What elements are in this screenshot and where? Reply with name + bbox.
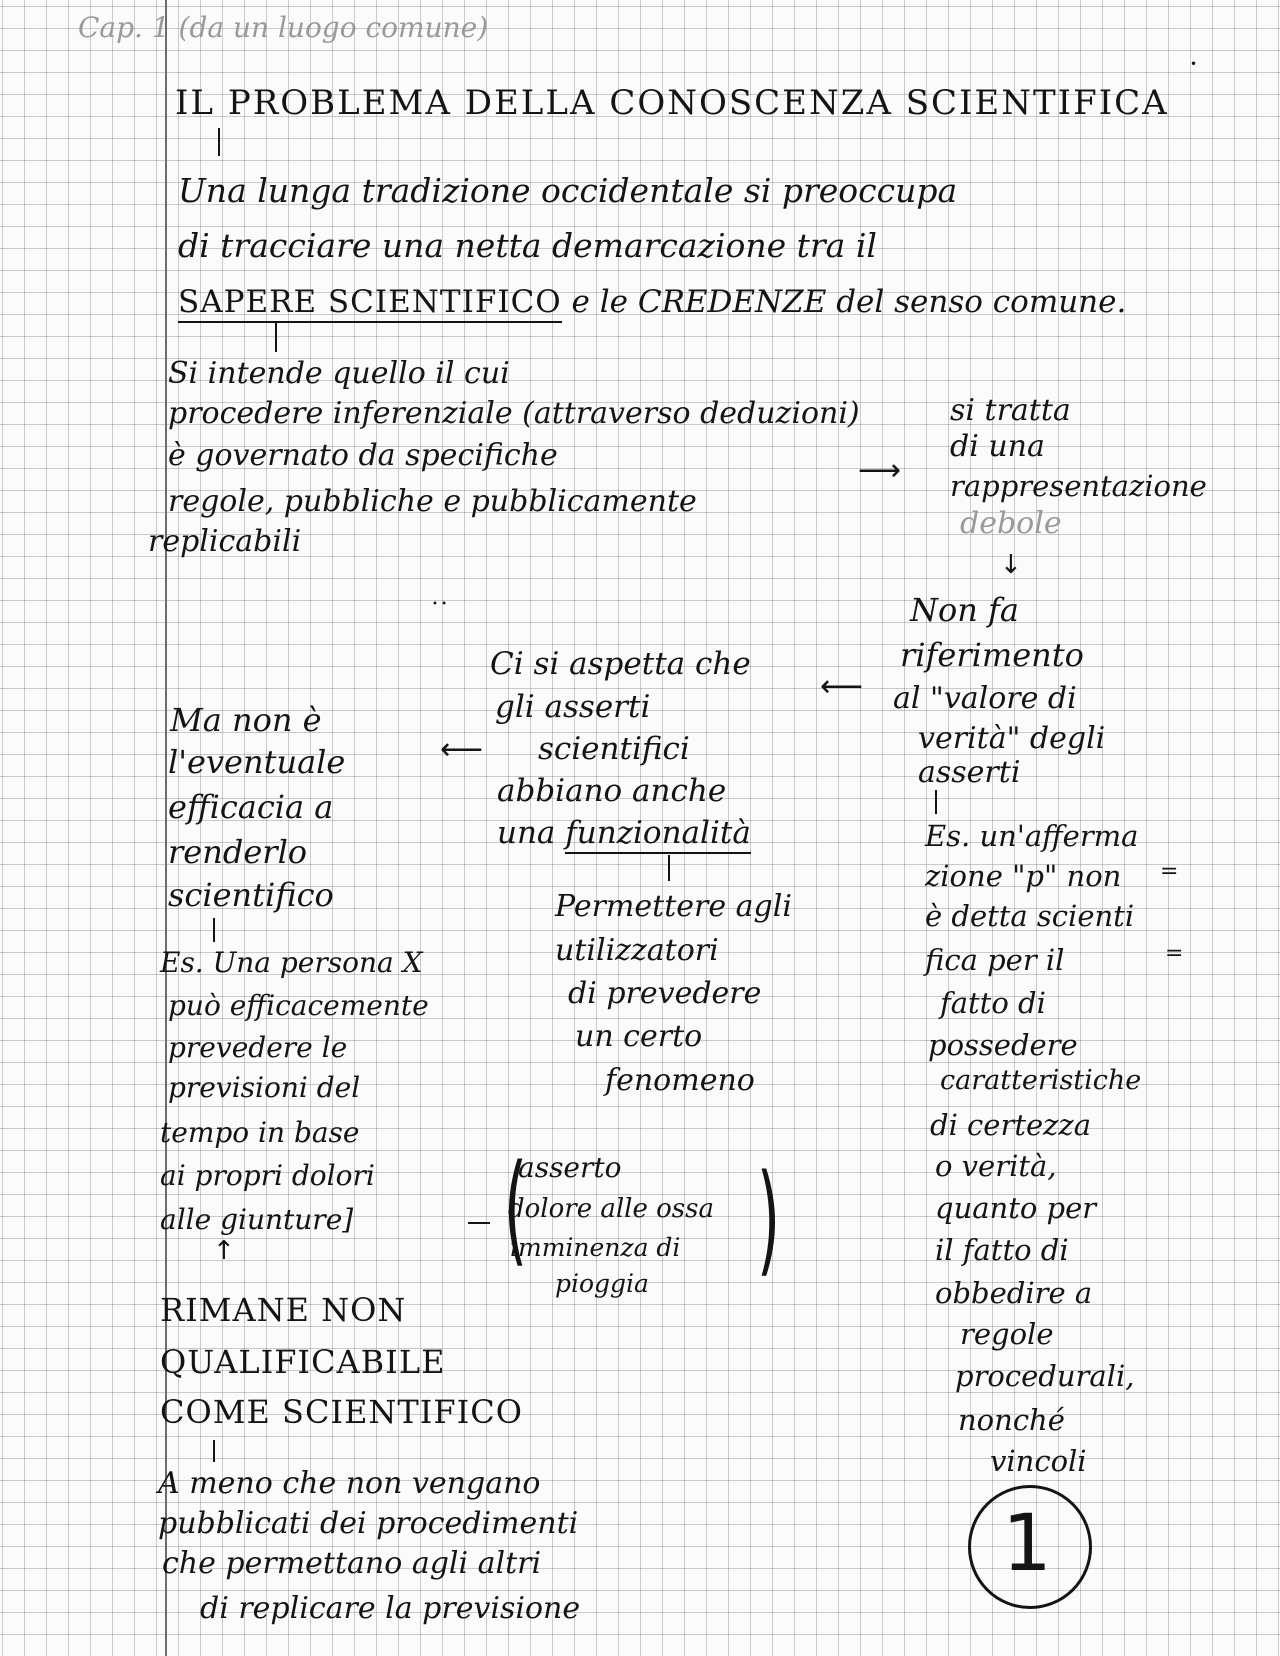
allow-line-2: utilizzatori — [555, 933, 719, 968]
arrow-up-icon: ↑ — [213, 1236, 235, 1266]
example-line-3: è detta scienti — [925, 899, 1135, 933]
arrow-down-icon: ↓ — [1000, 550, 1022, 580]
connector-line — [275, 322, 277, 352]
example-x-line-7: alle giunture] — [160, 1203, 354, 1236]
page-title: IL PROBLEMA DELLA CONOSCENZA SCIENTIFICA — [175, 83, 1169, 123]
functionality-term: funzionalità — [565, 815, 751, 854]
truth-line-3: al "valore di — [893, 681, 1077, 716]
example-line-16: vincoli — [990, 1444, 1087, 1478]
paren-line-4: pioggia — [555, 1269, 649, 1298]
expect-line-5-prefix: una — [497, 815, 566, 851]
stray-mark: • — [1190, 57, 1198, 71]
unless-line-1: A meno che non vengano — [158, 1466, 541, 1501]
example-line-9: o verità, — [935, 1149, 1057, 1183]
efficacy-line-5: scientifico — [168, 876, 334, 914]
connector-line — [668, 855, 670, 881]
efficacy-line-4: renderlo — [168, 833, 308, 871]
allow-line-1: Permettere agli — [555, 889, 792, 924]
example-line-10: quanto per — [935, 1191, 1097, 1225]
weak-line-3: rappresentazione — [950, 469, 1207, 503]
allow-line-3: di prevedere — [568, 976, 762, 1011]
truth-line-1: Non fa — [910, 591, 1019, 629]
truth-line-4: verità" degli — [918, 721, 1106, 756]
definition-line-4: regole, pubbliche e pubblicamente — [168, 484, 697, 519]
example-line-7: caratteristiche — [940, 1065, 1142, 1096]
example-line-2: zione "p" non — [925, 859, 1122, 893]
remains-line-3: COME SCIENTIFICO — [160, 1393, 523, 1431]
stray-mark: • • — [432, 599, 447, 610]
connector-line — [218, 128, 220, 156]
example-x-line-1: Es. Una persona X — [160, 946, 423, 979]
allow-line-5: fenomeno — [605, 1063, 755, 1098]
example-line-12: obbedire a — [935, 1276, 1093, 1310]
truth-line-5: asserti — [918, 755, 1021, 790]
efficacy-line-3: efficacia a — [168, 788, 334, 826]
efficacy-line-1: Ma non è — [170, 701, 322, 739]
example-x-line-5: tempo in base — [160, 1116, 360, 1149]
unless-line-4: di replicare la previsione — [200, 1591, 581, 1626]
connector-line — [935, 790, 937, 814]
common-beliefs-text: e le CREDENZE del senso comune. — [561, 284, 1127, 320]
scientific-knowledge-term: SAPERE SCIENTIFICO — [178, 284, 562, 323]
intro-line-3 — [178, 283, 1126, 322]
right-paren-mark: ) — [756, 1150, 781, 1289]
connector-line — [213, 918, 215, 942]
weak-line-4: debole — [960, 506, 1062, 541]
example-line-5: fatto di — [940, 986, 1046, 1020]
remains-line-2: QUALIFICABILE — [160, 1343, 446, 1381]
expect-line-3: scientifici — [538, 731, 690, 767]
example-line-4: fica per il — [925, 943, 1065, 977]
example-line-8: di certezza — [930, 1108, 1091, 1142]
definition-line-2: procedere inferenziale (attraverso deduzioni) — [168, 396, 860, 431]
example-x-line-2: può efficacemente — [168, 989, 429, 1022]
expect-line-5 — [497, 814, 751, 853]
expect-line-1: Ci si aspetta che — [490, 646, 751, 682]
truth-line-2: riferimento — [900, 636, 1084, 674]
equals-mark: = — [1160, 859, 1179, 884]
example-x-line-6: ai propri dolori — [160, 1159, 375, 1192]
example-line-11: il fatto di — [935, 1233, 1069, 1267]
expect-line-2: gli asserti — [495, 689, 651, 725]
unless-line-3: che permettano agli altri — [162, 1546, 542, 1581]
remains-line-1: RIMANE NON — [160, 1291, 407, 1329]
weak-line-2: di una — [950, 429, 1045, 464]
intro-line-1: Una lunga tradizione occidentale si preoccupa — [178, 171, 958, 210]
connector-line — [213, 1440, 215, 1462]
arrow-left-icon: ⟵ — [820, 669, 864, 704]
example-x-line-4: previsioni del — [168, 1071, 361, 1104]
page-number: 1 — [1002, 1499, 1052, 1589]
definition-line-3: è governato da specifiche — [168, 438, 558, 473]
definition-line-1: Si intende quello il cui — [168, 356, 510, 391]
allow-line-4: un certo — [575, 1019, 703, 1054]
intro-line-2: di tracciare una netta demarcazione tra il — [178, 226, 877, 265]
paren-line-1: asserto — [518, 1151, 622, 1184]
example-line-15: nonché — [958, 1403, 1065, 1437]
equals-mark: = — [1165, 941, 1184, 966]
unless-line-2: pubblicati dei procedimenti — [158, 1506, 579, 1541]
example-line-14: procedurali, — [955, 1359, 1135, 1393]
example-line-1: Es. un'afferma — [925, 819, 1139, 853]
paren-line-3: imminenza di — [510, 1233, 681, 1262]
paren-line-2: dolore alle ossa — [508, 1194, 714, 1224]
definition-line-5: replicabili — [148, 524, 302, 559]
connector-line — [468, 1222, 490, 1224]
weak-line-1: si tratta — [950, 393, 1071, 428]
efficacy-line-2: l'eventuale — [168, 743, 346, 781]
example-line-13: regole — [960, 1317, 1054, 1351]
left-paren-mark: ( — [503, 1140, 528, 1279]
chapter-note: Cap. 1 (da un luogo comune) — [78, 11, 489, 44]
expect-line-4: abbiano anche — [497, 773, 727, 809]
arrow-left-icon: ⟵ — [440, 732, 484, 767]
example-line-6: possedere — [928, 1028, 1078, 1062]
example-x-line-3: prevedere le — [168, 1031, 348, 1064]
arrow-right-icon: ⟶ — [858, 453, 902, 488]
